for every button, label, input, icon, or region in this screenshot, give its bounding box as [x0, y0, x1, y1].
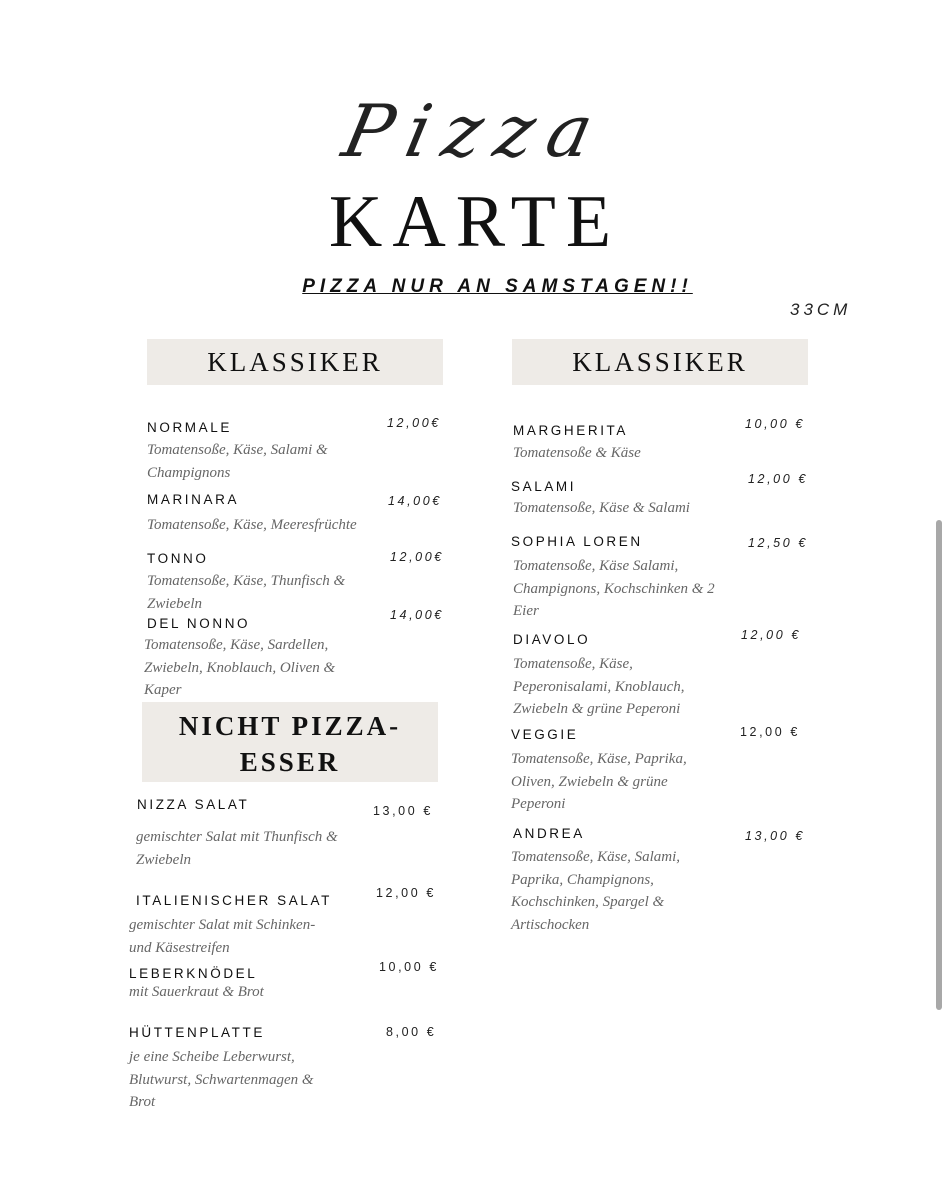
menu-item-description: gemischter Salat mit Thunfisch & Zwiebeln	[136, 829, 338, 868]
menu-item-description: Tomatensoße & Käse	[513, 445, 641, 461]
menu-item-description: Tomatensoße, Käse, Meeresfrüchte	[147, 517, 357, 533]
menu-item-name: DIAVOLO	[513, 632, 591, 647]
pizza-size-label: 33CM	[790, 300, 852, 319]
menu-item-name: ITALIENISCHER SALAT	[136, 893, 332, 908]
vertical-scrollbar[interactable]	[936, 520, 942, 1010]
menu-item-price: 12,00 €	[748, 472, 808, 486]
menu-item-price: 12,50 €	[748, 536, 808, 550]
menu-item-description: Tomatensoße, Käse, Salami, Paprika, Champignons, Kochschinken, Spargel & Artischocken	[511, 849, 681, 933]
menu-item-name: MARGHERITA	[513, 423, 629, 438]
menu-item-description: Tomatensoße, Käse, Thunfisch & Zwiebeln	[147, 573, 346, 612]
menu-item-description: Tomatensoße, Käse, Peperonisalami, Knoblauch, Zwiebeln & grüne Peperoni	[513, 656, 685, 717]
menu-item-price: 8,00 €	[386, 1025, 437, 1039]
section-title-right-klassiker: KLASSIKER	[512, 339, 808, 385]
menu-item-description: Tomatensoße, Käse, Sardellen, Zwiebeln, Knoblauch, Oliven & Kaper	[144, 637, 336, 698]
menu-item-name: TONNO	[147, 551, 209, 566]
menu-item-price: 10,00 €	[745, 417, 805, 431]
menu-item-description: Tomatensoße, Käse & Salami	[513, 500, 690, 516]
menu-item-price: 13,00 €	[373, 804, 433, 818]
menu-item-price: 10,00 €	[379, 960, 439, 974]
menu-item-description: mit Sauerkraut & Brot	[129, 984, 264, 1000]
menu-item-description: Tomatensoße, Käse, Paprika, Oliven, Zwiebeln & grüne Peperoni	[511, 751, 687, 812]
menu-item-description: gemischter Salat mit Schinken- und Käsestreifen	[129, 917, 316, 956]
menu-item-price: 12,00 €	[740, 725, 800, 739]
menu-item-name: HÜTTENPLATTE	[129, 1025, 265, 1040]
menu-item-description: Tomatensoße, Käse Salami, Champignons, Kochschinken & 2 Eier	[513, 558, 715, 619]
page-title: KARTE	[328, 181, 622, 263]
menu-item-price: 12,00 €	[376, 886, 436, 900]
menu-item-name: SOPHIA LOREN	[511, 534, 643, 549]
section-title-line: NICHT PIZZA-	[178, 711, 402, 741]
menu-item-price: 12,00€	[387, 416, 441, 430]
menu-item-name: ANDREA	[513, 826, 585, 841]
script-title: Pizza	[335, 89, 615, 173]
menu-item-name: DEL NONNO	[147, 616, 251, 631]
section-title-nicht-pizza-esser	[142, 702, 438, 782]
menu-item-price: 13,00 €	[745, 829, 805, 843]
menu-item-name: NIZZA SALAT	[137, 797, 250, 812]
menu-item-price: 14,00€	[388, 494, 442, 508]
section-title-left-klassiker: KLASSIKER	[147, 339, 443, 385]
menu-item-name: LEBERKNÖDEL	[129, 966, 258, 981]
menu-item-price: 14,00€	[390, 608, 444, 622]
menu-item-name: VEGGIE	[511, 727, 579, 742]
menu-item-price: 12,00 €	[741, 628, 801, 642]
menu-item-name: SALAMI	[511, 479, 577, 494]
menu-item-price: 12,00€	[390, 550, 444, 564]
section-title-line: ESSER	[239, 747, 341, 777]
menu-item-description: Tomatensoße, Käse, Salami & Champignons	[147, 442, 328, 481]
menu-item-name: NORMALE	[147, 420, 232, 435]
menu-item-name: MARINARA	[147, 492, 240, 507]
menu-item-description: je eine Scheibe Leberwurst, Blutwurst, Schwartenmagen & Brot	[129, 1049, 314, 1110]
subtitle: PIZZA NUR AN SAMSTAGEN!!	[302, 276, 693, 297]
